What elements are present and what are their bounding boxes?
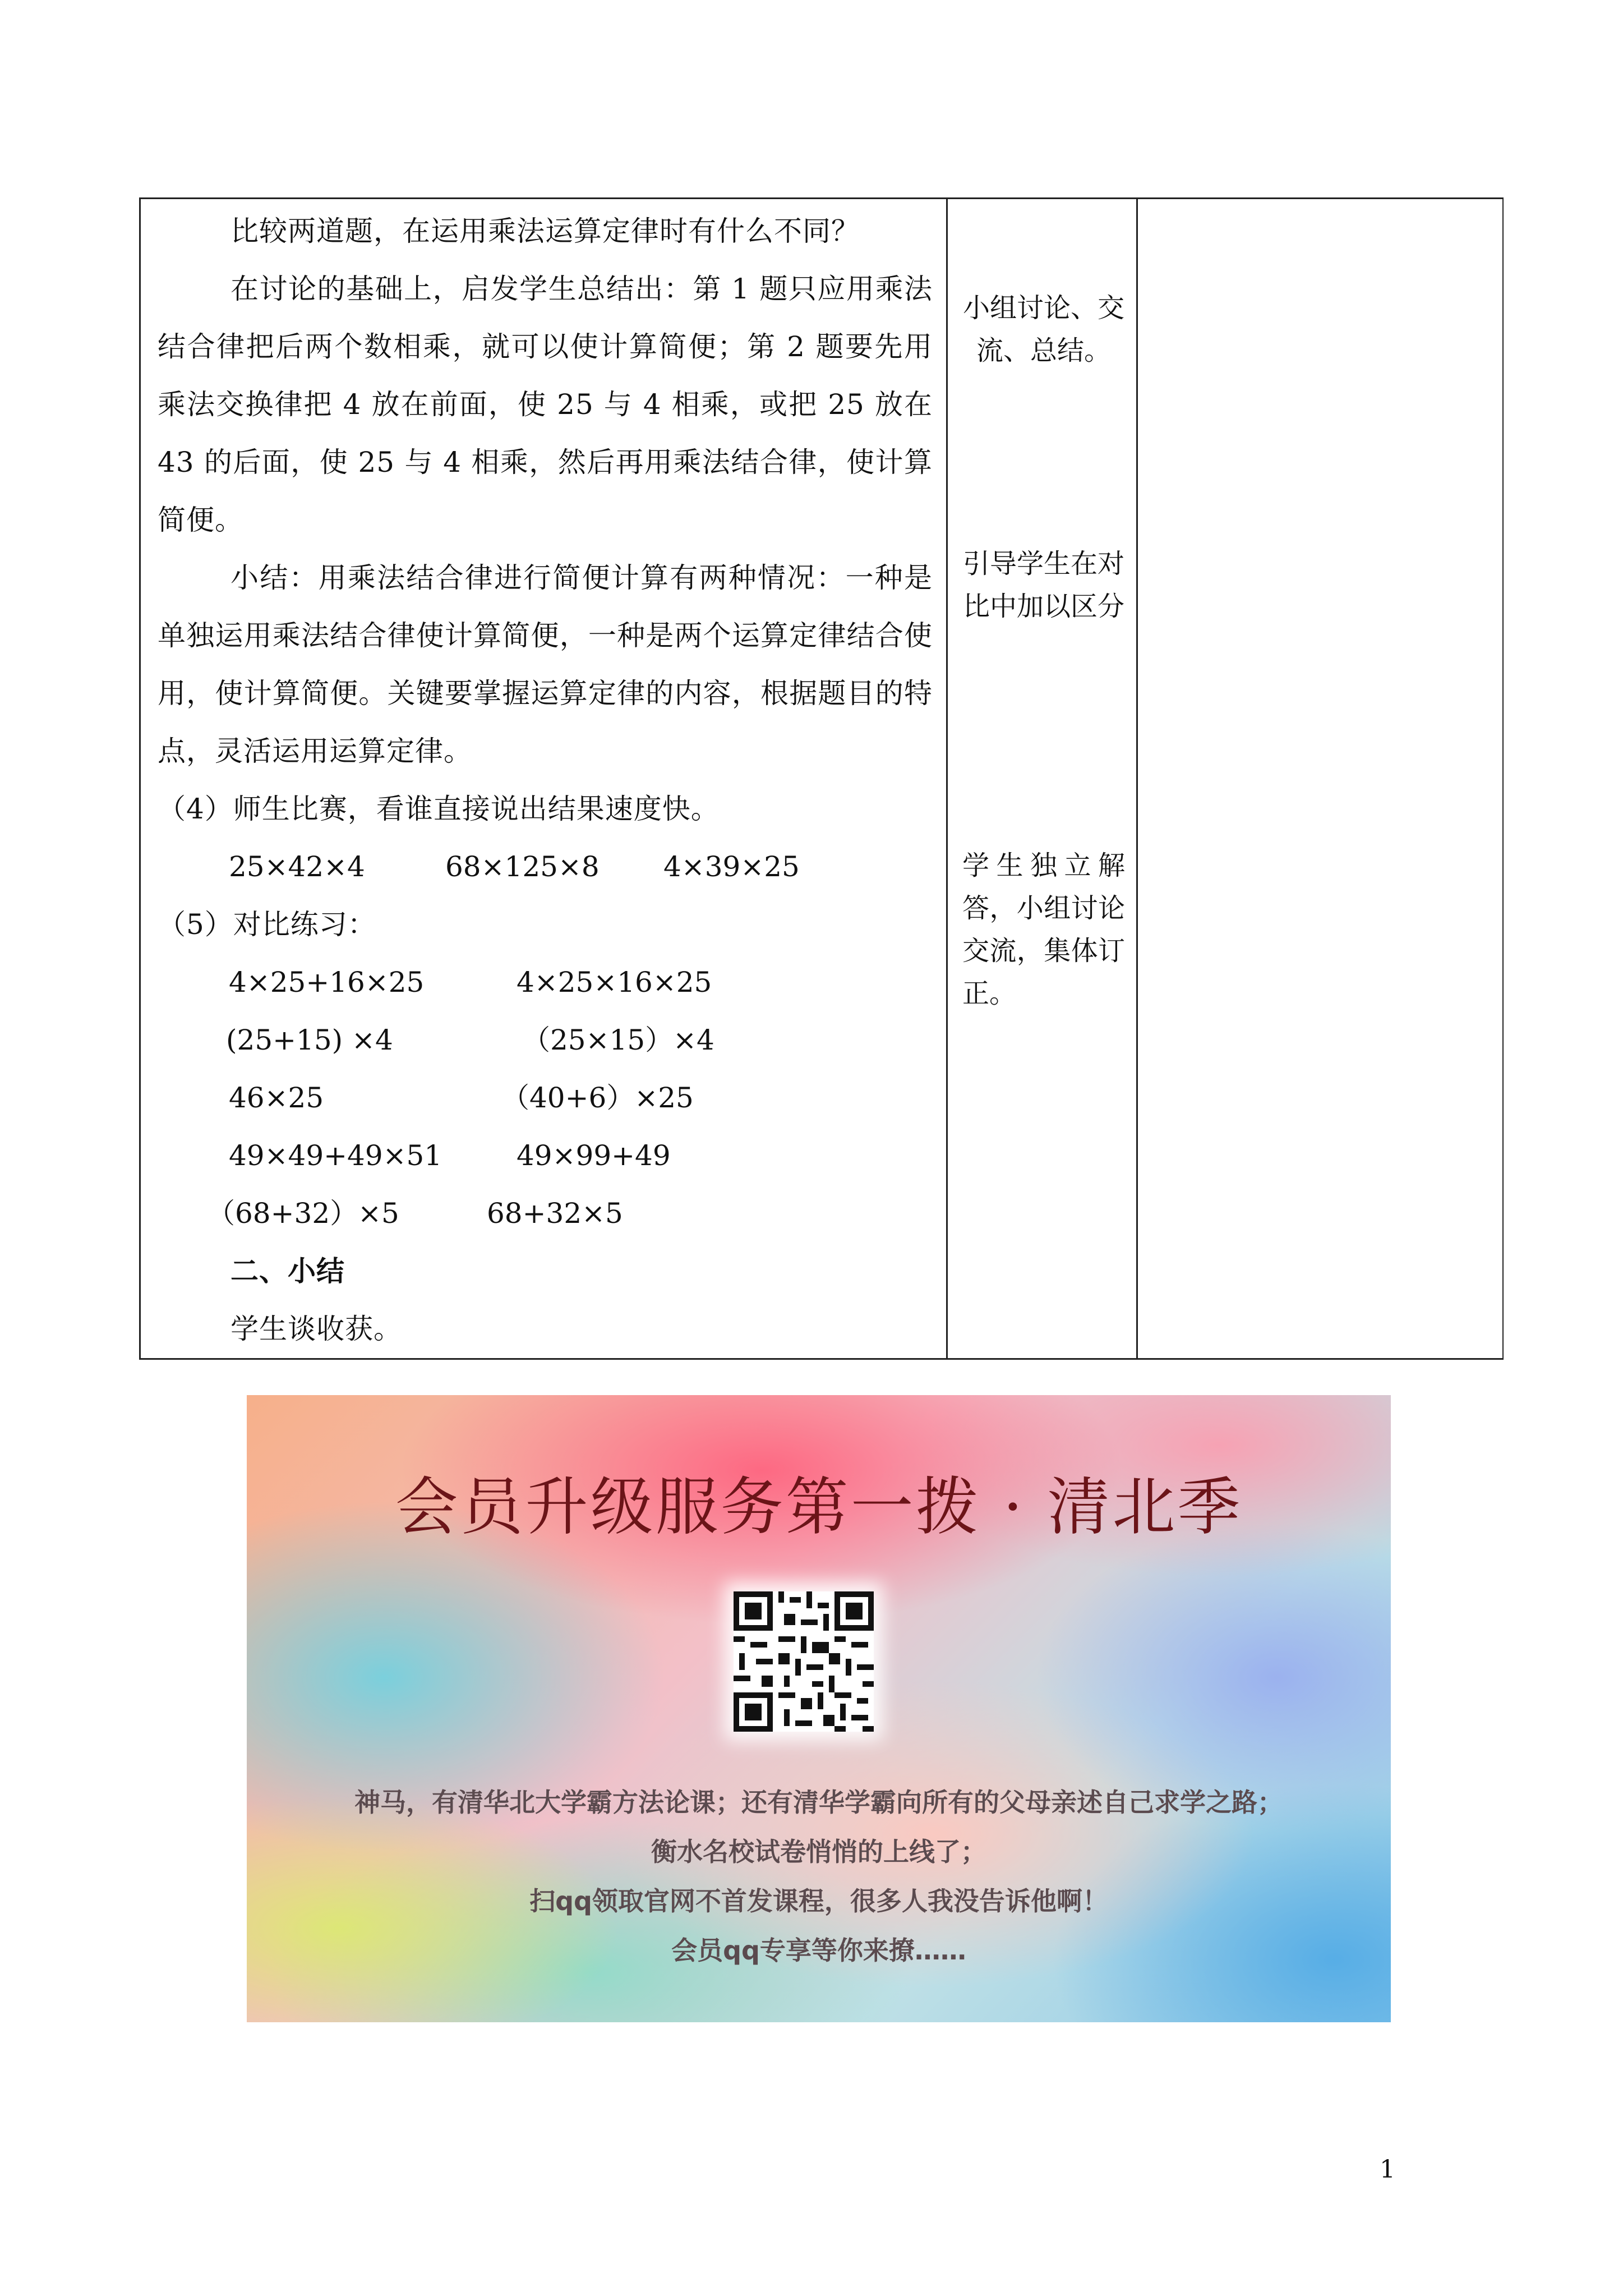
method-note: 小组讨论、交流、总结。 [962,292,1124,366]
practice-item: 4×25+16×25 [229,966,425,999]
page-number: 1 [1380,2155,1395,2184]
competition-label: （4）师生比赛，看谁直接说出结果速度快。 [158,793,720,825]
practice-item: 49×49+49×51 [229,1139,442,1172]
competition-row [141,838,946,896]
summary-text: 学生谈收获。 [230,1313,402,1345]
practice-row [141,1185,946,1243]
competition-item: 68×125×8 [445,850,600,883]
practice-item: 68+32×5 [487,1197,623,1230]
competition-item: 25×42×4 [229,850,365,883]
practice-item: 46×25 [229,1082,324,1114]
method-note: 引导学生在对比中加以区分 [962,548,1124,622]
lesson-paragraph: 小结：用乘法结合律进行简便计算有两种情况：一种是单独运用乘法结合律使计算简便，一种是两个运算定律结合使用，使计算简便。关键要掌握运算定律的内容，根据题目的特点，灵活运用运算定律。 [158,562,933,767]
qr-code-icon[interactable] [734,1591,874,1732]
summary-heading: 二、小结 [230,1255,345,1287]
lesson-paragraph: 比较两道题，在运用乘法运算定律时有什么不同？ [230,215,860,247]
competition-item: 4×39×25 [663,850,800,883]
practice-item: (25+15) ×4 [226,1024,393,1056]
practice-item: 49×99+49 [517,1139,671,1172]
notes-cell [1137,199,1504,1359]
method-note: 学生独立解答，小组讨论交流，集体订正。 [962,850,1125,1009]
practice-row [141,1127,946,1185]
lesson-plan-table [139,197,1504,1360]
student-activity-cell [947,199,1137,1359]
practice-item: （25×15）×4 [522,1024,714,1056]
teaching-process-cell [140,199,947,1359]
practice-label: （5）对比练习： [158,908,376,941]
promo-banner [247,1395,1391,2022]
lesson-paragraph: 在讨论的基础上，启发学生总结出：第 1 题只应用乘法结合律把后两个数相乘，就可以使计算简便；第 2 题要先用乘法交换律把 4 放在前面，使 25 与 4 相乘，或把 25 放在 43 的后面，使 25 与 4 相乘，然后再用乘法结合律，使计算简便。 [158,273,933,536]
banner-line: 衡水名校试卷悄悄的上线了； [651,1837,986,1867]
practice-item: 4×25×16×25 [517,966,712,999]
banner-line: 神马，有清华北大学霸方法论课；还有清华学霸向所有的父母亲述自己求学之路； [354,1787,1283,1818]
practice-item: （68+32）×5 [207,1197,399,1230]
practice-row [141,1011,946,1069]
practice-item: （40+6）×25 [501,1082,694,1114]
banner-line: 扫qq领取官网不首发课程，很多人我没告诉他啊！ [529,1886,1108,1916]
practice-row [141,954,946,1011]
practice-row [141,1069,946,1127]
banner-title: 会员升级服务第一拨 · 清北季 [395,1471,1243,1544]
banner-line: 会员qq专享等你来撩…… [671,1935,966,1966]
